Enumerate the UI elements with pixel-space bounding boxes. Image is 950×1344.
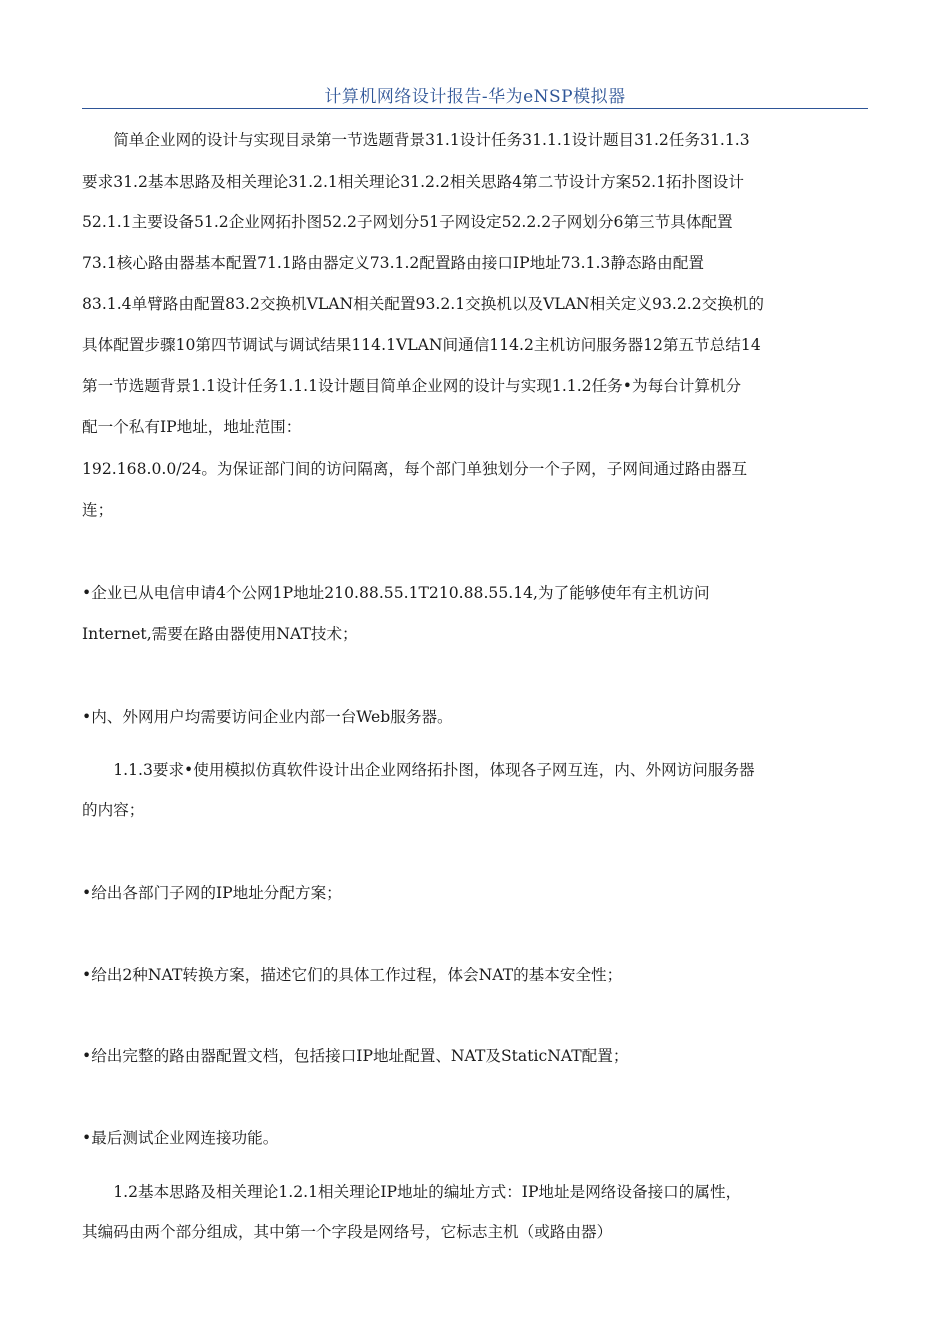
bullet-line: •内、外网用户均需要访问企业内部一台Web服务器。 — [82, 708, 453, 726]
paragraph-line: 192.168.0.0/24。为保证部门间的访问隔离，每个部门单独划分一个子网，子网间通过路由器互 — [82, 460, 748, 478]
toc-line: 52.1.1主要设备51.2企业网拓扑图52.2子网划分51子网设定52.2.2子网划分6第三节具体配置 — [82, 213, 733, 231]
bullet-line: •企业已从电信申请4个公网1P地址210.88.55.1T210.88.55.14,为了能够使年有主机访问 — [82, 584, 710, 602]
bullet-line: •给出2种NAT转换方案，描述它们的具体工作过程，体会NAT的基本安全性； — [82, 966, 623, 984]
paragraph-line: 其编码由两个部分组成，其中第一个字段是网络号，它标志主机（或路由器） — [82, 1223, 613, 1241]
header-divider — [82, 108, 868, 109]
bullet-line: •给出完整的路由器配置文档，包括接口IP地址配置、NAT及StaticNAT配置； — [82, 1047, 629, 1065]
toc-line: 要求31.2基本思路及相关理论31.2.1相关理论31.2.2相关思路4第二节设计方案52.1拓扑图设计 — [82, 173, 744, 191]
toc-line: 83.1.4单臂路由配置83.2交换机VLAN相关配置93.2.1交换机以及VLAN相关定义93.2.2交换机的 — [82, 295, 764, 313]
toc-line: 73.1核心路由器基本配置71.1路由器定义73.1.2配置路由接口IP地址73.1.3静态路由配置 — [82, 254, 704, 272]
paragraph-line: 的内容； — [82, 801, 145, 819]
paragraph-line: 1.1.3要求•使用模拟仿真软件设计出企业网络拓扑图，体现各子网互连，内、外网访问服务器 — [82, 761, 755, 779]
page-header-title: 计算机网络设计报告-华为eNSP模拟器 — [324, 87, 626, 107]
paragraph-line: Internet,需要在路由器使用NAT技术； — [82, 625, 358, 643]
toc-line: 具体配置步骤10第四节调试与调试结果114.1VLAN间通信114.2主机访问服务器12第五节总结14 — [82, 336, 761, 354]
paragraph-line: 1.2基本思路及相关理论1.2.1相关理论IP地址的编址方式：IP地址是网络设备接口的属性， — [82, 1183, 742, 1201]
paragraph-line: 配一个私有IP地址，地址范围： — [82, 418, 302, 436]
paragraph-line: 连； — [82, 501, 114, 519]
bullet-line: •给出各部门子网的IP地址分配方案； — [82, 884, 342, 902]
toc-line: 简单企业网的设计与实现目录第一节选题背景31.1设计任务31.1.1设计题目31.2任务31.1.3 — [82, 131, 750, 149]
paragraph-line: 第一节选题背景1.1设计任务1.1.1设计题目简单企业网的设计与实现1.1.2任务•为每台计算机分 — [82, 377, 742, 395]
bullet-line: •最后测试企业网连接功能。 — [82, 1129, 279, 1147]
